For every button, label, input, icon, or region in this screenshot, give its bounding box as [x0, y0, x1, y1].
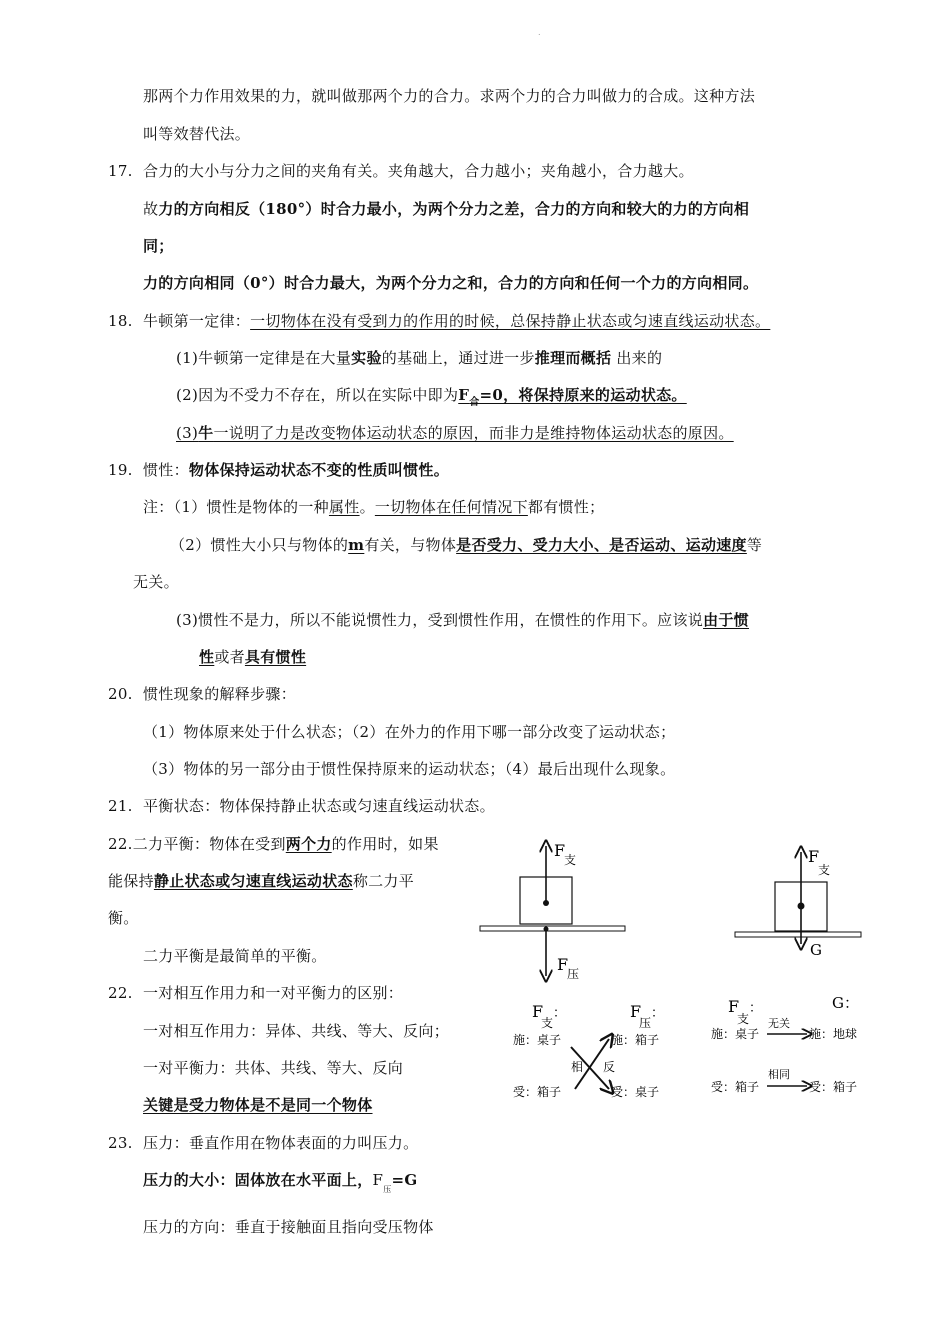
- arrow-label: 无关: [768, 1017, 790, 1030]
- text-line: 无关。: [133, 573, 179, 591]
- cell: 施：箱子: [611, 1033, 660, 1047]
- point: [543, 900, 549, 906]
- point: [798, 903, 805, 910]
- header-sub: 支: [737, 1012, 750, 1026]
- text-line: 一对相互作用力：异体、共线、等大、反向；: [143, 1022, 450, 1040]
- label-sub: 支: [818, 863, 831, 877]
- text-line: (1)牛顿第一定律是在大量实验的基础上，通过进一步推理而概括 出来的: [176, 349, 663, 367]
- header-g: G：: [832, 994, 859, 1012]
- text-line: 惯性现象的解释步骤：: [143, 685, 297, 703]
- label-f: F: [808, 847, 820, 866]
- text-line: 惯性：物体保持运动状态不变的性质叫惯性。: [143, 461, 450, 479]
- table-surface: [735, 932, 861, 937]
- cell: 施：桌子: [711, 1027, 760, 1041]
- item-17: 17.: [108, 162, 133, 180]
- cell: 施：地球: [809, 1027, 858, 1041]
- label-f: F: [554, 841, 566, 860]
- header-sub: 压: [639, 1016, 652, 1030]
- text-line: 平衡状态：物体保持静止状态或匀速直线运动状态。: [143, 797, 495, 815]
- text-line: 牛顿第一定律：一切物体在没有受到力的作用的时候，总保持静止状态或匀速直线运动状态。: [143, 312, 771, 330]
- text-line: 压力：垂直作用在物体表面的力叫压力。: [143, 1134, 419, 1152]
- arrow-label: 相同: [768, 1068, 790, 1081]
- text-line: 一对平衡力：共体、共线、等大、反向: [143, 1059, 404, 1077]
- text-line: 同；: [143, 237, 174, 255]
- text-line: 性或者具有惯性: [199, 648, 307, 666]
- text-line: 叫等效替代法。: [143, 125, 251, 143]
- item-18: 18.: [108, 312, 133, 330]
- speck: .: [538, 28, 541, 37]
- text-line: 注：（1）惯性是物体的一种属性。一切物体在任何情况下都有惯性；: [143, 498, 605, 516]
- label-sub: 支: [564, 853, 577, 867]
- balanced-force-table: [707, 990, 877, 1100]
- text-line: 二力平衡是最简单的平衡。: [143, 947, 327, 965]
- text-line: 能保持静止状态或匀速直线运动状态称二力平: [108, 872, 415, 890]
- header-colon: ：: [651, 1006, 665, 1021]
- label-f: F: [557, 955, 569, 974]
- text-line: （1）物体原来处于什么状态；（2）在外力的作用下哪一部分改变了运动状态；: [143, 723, 676, 741]
- text-line: 一对相互作用力和一对平衡力的区别：: [143, 984, 404, 1002]
- table-surface: [480, 926, 625, 931]
- cell-mid: 相: [571, 1060, 584, 1074]
- text-line: （3）物体的另一部分由于惯性保持原来的运动状态；（4）最后出现什么现象。: [143, 760, 676, 778]
- text-line: 压力的大小：固体放在水平面上，$F_压=G$: [143, 1171, 418, 1194]
- header-f: F: [728, 997, 740, 1016]
- interaction-force-table: [505, 995, 685, 1105]
- item-23: 23.: [108, 1134, 133, 1152]
- force-diagram-2: [728, 840, 878, 970]
- cell: 受：箱子: [513, 1085, 562, 1099]
- text-line: 衡。: [108, 909, 139, 927]
- item-20: 20.: [108, 685, 133, 703]
- item-21: 21.: [108, 797, 133, 815]
- text-line: 合力的大小与分力之间的夹角有关。夹角越大，合力越小；夹角越小，合力越大。: [143, 162, 694, 180]
- label-sub: 压: [567, 967, 580, 981]
- cell: 施：桌子: [513, 1033, 562, 1047]
- header-f: F: [532, 1002, 544, 1021]
- header-colon: ：: [749, 1001, 763, 1016]
- text-line: (3)牛一说明了力是改变物体运动状态的原因，而非力是维持物体运动状态的原因。: [176, 424, 734, 442]
- header-sub: 支: [541, 1016, 554, 1030]
- cell: 受：箱子: [809, 1080, 858, 1094]
- text-line: 力的方向相同（0°）时合力最大，为两个分力之和，合力的方向和任何一个力的方向相同。: [143, 274, 759, 292]
- text-line: 压力的方向：垂直于接触面且指向受压物体: [143, 1218, 434, 1236]
- force-diagram-1: [470, 830, 630, 990]
- item-22: 22.: [108, 984, 133, 1002]
- text-line: 关键是受力物体是不是同一个物体: [143, 1096, 373, 1114]
- text-line: (3)惯性不是力，所以不能说惯性力，受到惯性作用，在惯性的作用下。应该说由于惯: [176, 611, 749, 629]
- text-line: 22.二力平衡：物体在受到两个力的作用时，如果: [108, 835, 439, 853]
- text-line: 那两个力作用效果的力，就叫做那两个力的合力。求两个力的合力叫做力的合成。这种方法: [143, 87, 756, 105]
- label-g: G: [810, 941, 822, 959]
- text-line: (2)因为不受力不存在，所以在实际中即为$F_合=0$，将保持原来的运动状态。: [176, 386, 687, 408]
- cell-mid: 反: [603, 1060, 616, 1074]
- text-line: 故力的方向相反（180°）时合力最小，为两个分力之差，合力的方向和较大的力的方向相: [143, 200, 750, 218]
- item-19: 19.: [108, 461, 133, 479]
- cell: 受：箱子: [711, 1080, 760, 1094]
- text-line: （2）惯性大小只与物体的m有关，与物体是否受力、受力大小、是否运动、运动速度等: [170, 536, 763, 554]
- cell: 受：桌子: [611, 1085, 660, 1099]
- point: [544, 927, 549, 932]
- header-f: F: [630, 1002, 642, 1021]
- header-colon: ：: [553, 1006, 567, 1021]
